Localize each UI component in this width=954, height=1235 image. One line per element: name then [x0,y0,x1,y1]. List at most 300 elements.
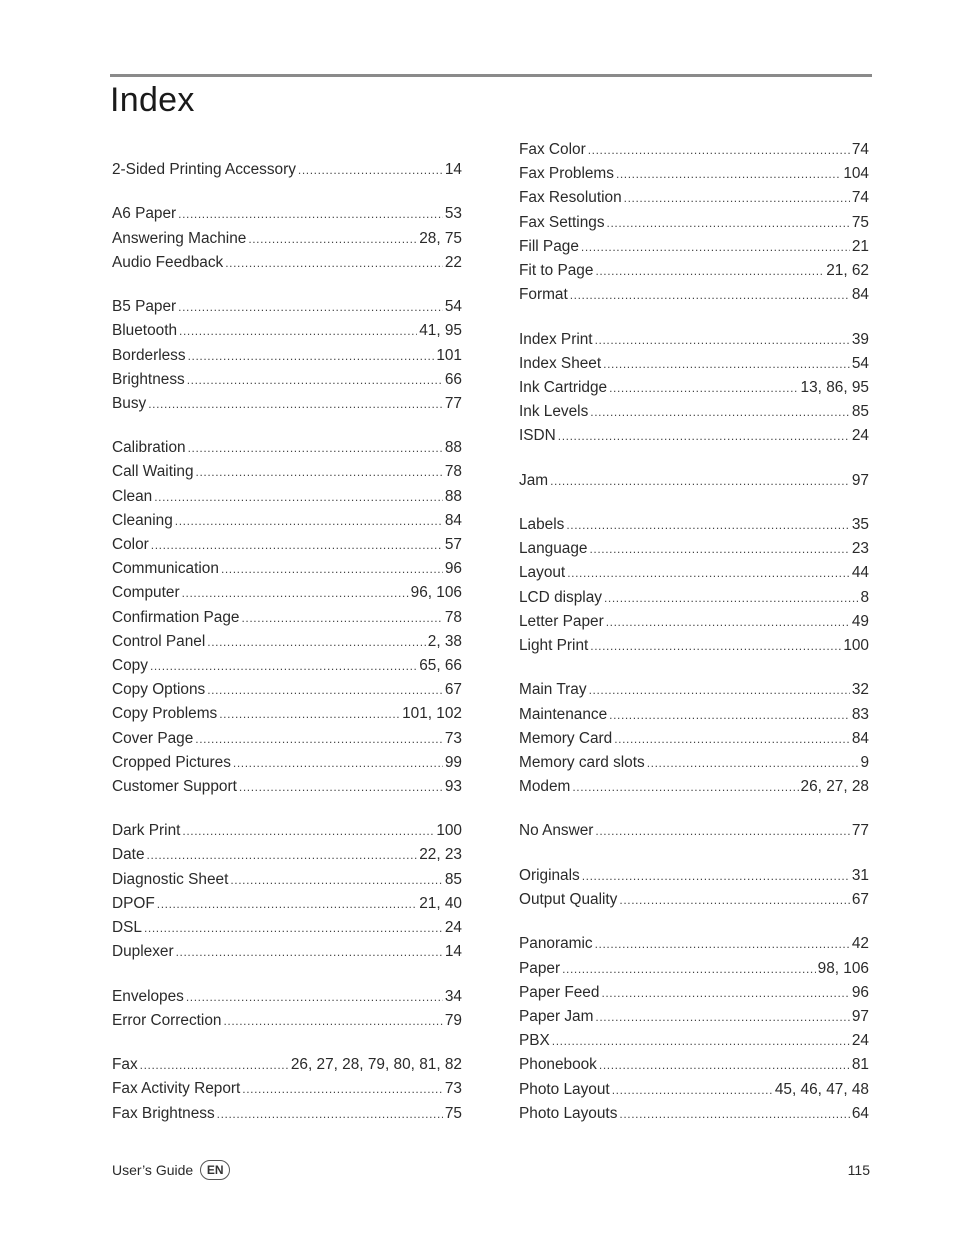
index-group [519,469,869,493]
dot-leader [179,319,417,343]
index-group [112,985,462,1033]
dot-leader [599,1053,850,1077]
index-entry [112,295,462,319]
index-group [519,864,869,912]
index-page-numbers: 74 [851,189,869,207]
dot-leader [595,1005,849,1029]
dot-leader [609,376,798,400]
index-page-numbers: 67 [851,891,869,908]
index-page-numbers: 93 [444,777,462,795]
index-page-numbers: 14 [444,943,462,961]
index-entry [519,727,869,751]
dot-leader [562,957,816,981]
index-page-numbers: 85 [444,870,462,888]
index-term: Fax [112,1056,138,1074]
index-page-numbers: 23 [851,540,869,558]
index-column-left [112,158,462,1146]
index-page-numbers: 2, 38 [427,632,462,650]
index-term: Copy Options [112,681,206,699]
index-page-numbers: 9 [860,753,869,771]
index-group [112,295,462,416]
dot-leader [195,727,443,751]
dot-leader [614,727,850,751]
index-term: Cropped Pictures [112,753,231,771]
dot-leader [140,1053,289,1077]
index-page-numbers: 96 [444,560,462,578]
index-group [112,436,462,799]
index-entry [519,376,869,400]
index-entry [519,400,869,424]
index-entry [112,868,462,892]
dot-leader [207,630,426,654]
index-term: No Answer [519,822,594,840]
dot-leader [196,460,443,484]
index-term: A6 Paper [112,205,177,223]
index-page-numbers: 78 [444,463,462,481]
dot-leader [188,344,435,368]
dot-leader [566,513,850,537]
index-page-numbers: 65, 66 [419,656,462,674]
index-term: Letter Paper [519,612,604,630]
index-page-numbers: 73 [444,729,462,747]
index-page-numbers: 26, 27, 28 [800,778,869,796]
index-page-numbers: 84 [851,286,869,304]
index-term: Originals [519,866,580,884]
index-term: Paper Jam [519,1007,594,1025]
index-entry [112,581,462,605]
index-page-numbers: 96, 106 [410,584,462,602]
dot-leader [612,1078,773,1102]
index-group [519,819,869,843]
index-entry [519,328,869,352]
dot-leader [570,283,850,307]
dot-leader [589,678,850,702]
index-page-numbers: 26, 27, 28, 79, 80, 81, 82 [290,1056,462,1074]
index-page-numbers: 104 [843,165,869,183]
index-entry [519,561,869,585]
index-entry [112,985,462,1009]
index-group [519,932,869,1126]
index-term: Calibration [112,439,186,457]
dot-leader [567,561,850,585]
index-entry [112,557,462,581]
index-term: Control Panel [112,632,206,650]
index-entry [112,819,462,843]
dot-leader [182,581,409,605]
dot-leader [248,227,417,251]
index-term: Panoramic [519,935,593,953]
index-term: Photo Layout [519,1080,610,1098]
index-term: Fax Problems [519,165,614,183]
index-page-numbers: 28, 75 [419,229,462,247]
index-term: Envelopes [112,987,184,1005]
index-group [112,202,462,275]
dot-leader [298,158,443,182]
index-entry [519,586,869,610]
index-term: Audio Feedback [112,253,224,271]
dot-leader [619,888,849,912]
index-term: Modem [519,778,571,796]
footer-guide-label: User’s Guide [112,1162,194,1178]
index-entry [519,1078,869,1102]
dot-leader [595,932,850,956]
index-entry [519,259,869,283]
index-page-numbers: 88 [444,487,462,505]
dot-leader [582,864,850,888]
index-entry [112,392,462,416]
index-entry [112,460,462,484]
index-term: Fit to Page [519,261,594,279]
index-entry [112,485,462,509]
index-entry [519,1005,869,1029]
index-page-numbers: 13, 86, 95 [800,378,869,396]
dot-leader [217,1102,443,1126]
dot-leader [144,916,443,940]
index-page-numbers: 75 [444,1104,462,1122]
index-term: Jam [519,471,549,489]
index-entry [112,892,462,916]
dot-leader [186,985,443,1009]
index-entry [519,888,869,912]
index-term: Output Quality [519,891,618,908]
index-entry [112,436,462,460]
index-term: Copy Problems [112,705,218,723]
index-page-numbers: 54 [444,298,462,316]
index-entry [519,162,869,186]
index-entry [519,283,869,307]
index-entry [112,202,462,226]
index-group [112,158,462,182]
index-entry [519,819,869,843]
dot-leader [148,392,443,416]
index-entry [112,678,462,702]
index-term: Labels [519,516,565,533]
dot-leader [178,202,443,226]
index-entry [112,533,462,557]
index-term: Fax Settings [519,213,605,231]
index-group [519,328,869,449]
index-page-numbers: 85 [851,403,869,421]
index-entry [519,775,869,799]
dot-leader [241,606,442,630]
dot-leader [609,703,850,727]
index-term: Borderless [112,346,186,364]
index-page-numbers: 24 [851,427,869,445]
index-entry [519,981,869,1005]
index-term: Phonebook [519,1056,597,1074]
dot-leader [225,251,443,275]
index-entry [519,235,869,259]
index-page-numbers: 53 [444,205,462,223]
index-entry [112,1102,462,1126]
dot-leader [233,751,443,775]
index-entry [519,751,869,775]
index-page-numbers: 24 [851,1032,869,1050]
index-page-numbers: 97 [851,1007,869,1025]
index-page-numbers: 21, 62 [826,261,869,279]
dot-leader [595,819,849,843]
language-badge: EN [200,1160,230,1180]
index-entry [112,775,462,799]
index-page-numbers: 98, 106 [817,959,869,977]
dot-leader [595,328,850,352]
index-entry [112,940,462,964]
dot-leader [151,533,443,557]
index-entry [519,957,869,981]
index-term: PBX [519,1032,550,1050]
index-page-numbers: 14 [444,161,462,178]
dot-leader [182,819,434,843]
index-entry [112,916,462,940]
index-entry [519,537,869,561]
dot-leader [581,235,850,259]
index-entry [519,138,869,162]
index-term: Clean [112,487,153,505]
index-term: Brightness [112,370,185,388]
index-page-numbers: 84 [851,729,869,747]
index-page-numbers: 100 [436,822,462,840]
index-term: Busy [112,394,147,412]
index-entry [112,251,462,275]
dot-leader [223,1009,442,1033]
index-entry [519,932,869,956]
index-page-numbers: 34 [444,987,462,1005]
index-term: Date [112,846,145,864]
index-entry [519,211,869,235]
index-term: Memory Card [519,729,613,747]
index-term: Photo Layouts [519,1104,618,1122]
index-page-numbers: 73 [444,1080,462,1098]
dot-leader [147,843,418,867]
index-page-numbers: 96 [851,983,869,1001]
index-page-numbers: 35 [851,516,869,533]
index-page-numbers: 99 [444,753,462,771]
index-entry [519,186,869,210]
index-group [519,513,869,658]
index-page-numbers: 44 [851,564,869,582]
index-page-numbers: 67 [444,681,462,699]
index-entry [112,751,462,775]
index-term: Cover Page [112,729,194,747]
dot-leader [176,940,443,964]
index-page-numbers: 78 [444,608,462,626]
index-term: Main Tray [519,681,587,699]
index-term: 2-Sided Printing Accessory [112,161,296,178]
dot-leader [242,1077,443,1101]
index-entry [519,634,869,658]
index-term: Color [112,536,149,553]
index-entry [112,344,462,368]
dot-leader [552,1029,850,1053]
index-entry [112,1009,462,1033]
index-entry [519,610,869,634]
index-term: Duplexer [112,943,174,961]
dot-leader [590,400,850,424]
index-term: Diagnostic Sheet [112,870,229,888]
index-entry [519,678,869,702]
index-page-numbers: 21, 40 [419,894,462,912]
dot-leader [558,424,850,448]
dot-leader [606,610,850,634]
index-term: Format [519,286,568,304]
index-entry [112,227,462,251]
index-term: ISDN [519,427,556,445]
index-term: Fax Brightness [112,1104,215,1122]
index-entry [519,1102,869,1126]
index-entry [519,1053,869,1077]
index-term: Call Waiting [112,463,194,481]
index-entry [112,1077,462,1101]
dot-leader [607,211,850,235]
index-term: Customer Support [112,777,237,795]
index-page-numbers: 64 [851,1104,869,1122]
dot-leader [603,352,850,376]
index-term: DPOF [112,894,155,912]
dot-leader [150,654,417,678]
index-term: Index Sheet [519,354,602,372]
index-term: Ink Cartridge [519,378,608,396]
index-term: Fill Page [519,237,579,255]
index-entry [112,1053,462,1077]
index-term: Cleaning [112,511,173,529]
index-page-numbers: 77 [851,822,869,840]
index-page-numbers: 101 [436,346,462,364]
index-term: Layout [519,564,566,582]
index-entry [112,630,462,654]
index-page-numbers: 8 [860,588,869,606]
dot-leader [239,775,443,799]
dot-leader [154,485,443,509]
index-page-numbers: 42 [851,935,869,953]
dot-leader [604,586,858,610]
dot-leader [230,868,443,892]
index-term: Computer [112,584,180,602]
index-entry [519,513,869,537]
dot-leader [595,259,824,283]
index-group [112,819,462,964]
index-page-numbers: 101, 102 [402,705,462,723]
dot-leader [619,1102,849,1126]
index-term: Light Print [519,636,589,654]
index-entry [112,654,462,678]
index-term: Language [519,540,588,558]
index-page-numbers: 77 [444,394,462,412]
dot-leader [588,138,850,162]
index-term: Dark Print [112,822,181,840]
index-term: Answering Machine [112,229,247,247]
index-page-numbers: 57 [444,536,462,553]
index-term: Communication [112,560,219,578]
index-term: Paper Feed [519,983,600,1001]
dot-leader [590,634,841,658]
index-entry [112,158,462,182]
index-entry [519,352,869,376]
index-page-numbers: 21 [851,237,869,255]
index-term: Confirmation Page [112,608,240,626]
footer-left [112,1160,230,1180]
index-page-numbers: 49 [851,612,869,630]
page-title: Index [110,81,195,119]
dot-leader [624,186,850,210]
dot-leader [187,368,443,392]
index-term: B5 Paper [112,298,177,316]
index-page-numbers: 75 [851,213,869,231]
index-entry [112,843,462,867]
index-term: Bluetooth [112,322,178,340]
index-page-numbers: 97 [851,471,869,489]
index-group [519,678,869,799]
index-entry [519,1029,869,1053]
index-page-numbers: 41, 95 [419,322,462,340]
index-entry [519,469,869,493]
dot-leader [221,557,443,581]
index-page-numbers: 66 [444,370,462,388]
index-term: LCD display [519,588,602,606]
index-entry [112,727,462,751]
index-term: Fax Resolution [519,189,622,207]
index-term: Fax Color [519,141,586,158]
dot-leader [175,509,443,533]
index-page-numbers: 88 [444,439,462,457]
dot-leader [572,775,798,799]
dot-leader [178,295,443,319]
index-entry [112,509,462,533]
index-page-numbers: 31 [851,866,869,884]
index-entry [519,864,869,888]
index-term: Index Print [519,330,593,348]
index-page-numbers: 100 [843,636,869,654]
index-page-numbers: 45, 46, 47, 48 [774,1080,869,1098]
index-page-numbers: 84 [444,511,462,529]
index-page-numbers: 39 [851,330,869,348]
index-page-numbers: 83 [851,705,869,723]
index-term: Ink Levels [519,403,589,421]
header-rule [110,74,872,77]
dot-leader [219,702,400,726]
index-entry [519,424,869,448]
index-page-numbers: 54 [851,354,869,372]
index-entry [519,703,869,727]
index-group [519,138,869,307]
index-page-numbers: 32 [851,681,869,699]
dot-leader [647,751,859,775]
dot-leader [589,537,849,561]
index-term: Fax Activity Report [112,1080,241,1098]
dot-leader [550,469,850,493]
index-page-numbers: 79 [444,1011,462,1029]
dot-leader [616,162,841,186]
page-number: 115 [847,1162,870,1178]
dot-leader [207,678,443,702]
index-entry [112,319,462,343]
index-page-numbers: 22 [444,253,462,271]
index-term: Error Correction [112,1011,222,1029]
index-page-numbers: 24 [444,919,462,936]
dot-leader [188,436,443,460]
dot-leader [157,892,417,916]
index-entry [112,368,462,392]
index-term: Paper [519,959,561,977]
page-footer [112,1158,870,1182]
index-page-numbers: 81 [851,1056,869,1074]
dot-leader [601,981,849,1005]
index-term: Maintenance [519,705,608,723]
index-column-right [519,138,869,1146]
index-term: Copy [112,656,148,674]
index-term: DSL [112,919,142,936]
index-term: Memory card slots [519,753,645,771]
index-entry [112,702,462,726]
